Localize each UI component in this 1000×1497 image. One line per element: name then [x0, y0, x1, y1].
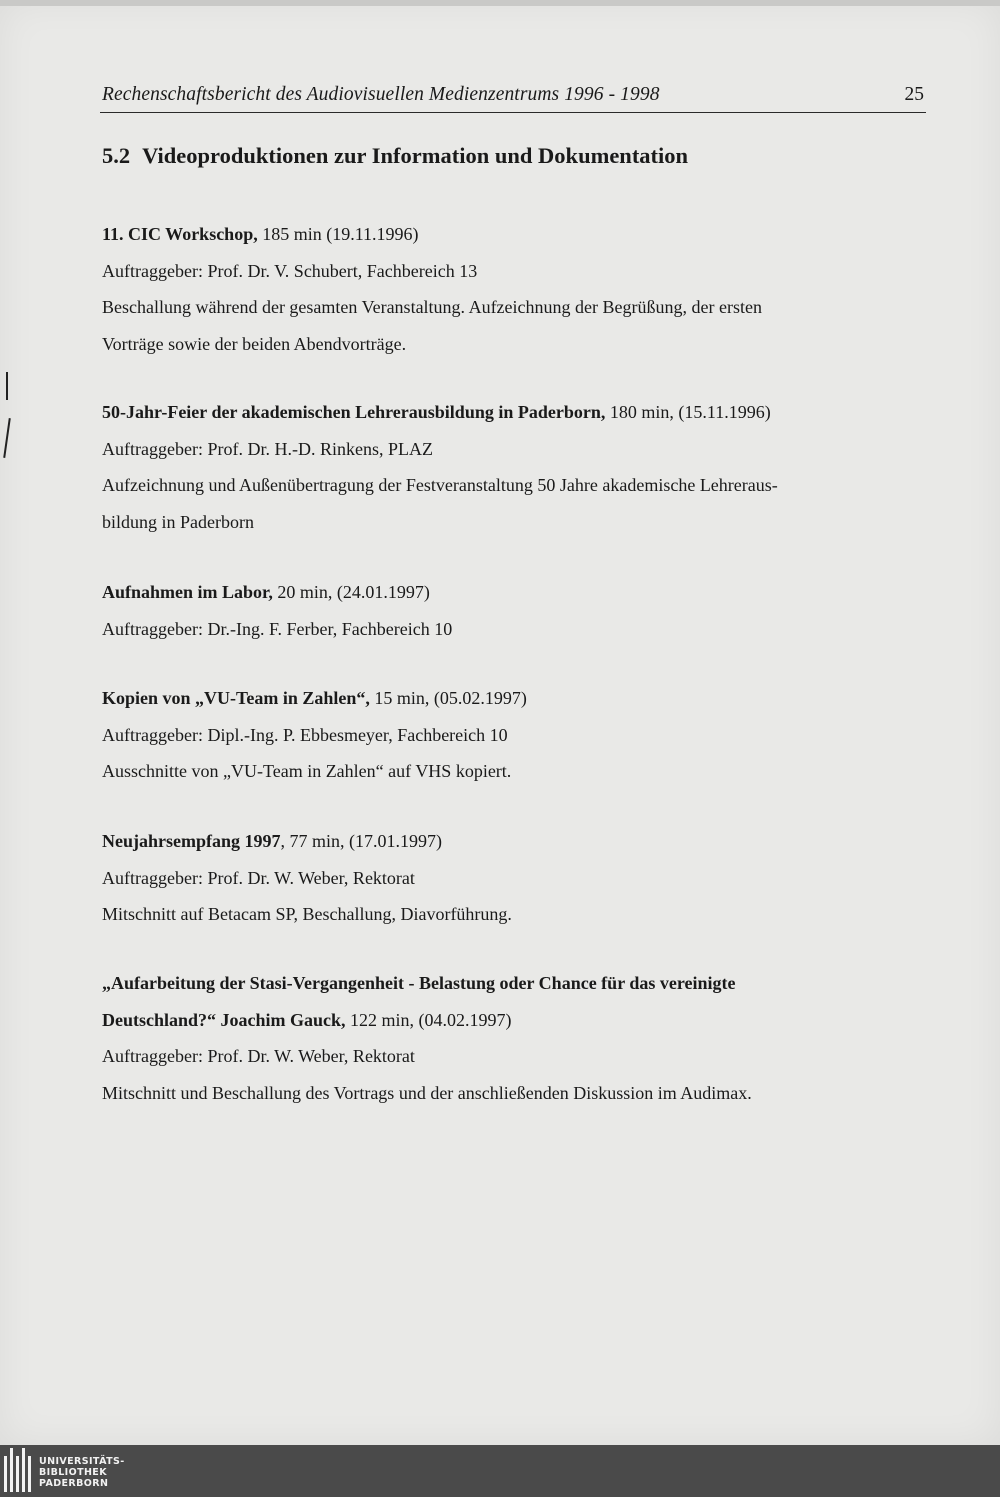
production-entry [102, 965, 892, 1111]
margin-mark [3, 418, 11, 458]
library-footer [0, 1445, 1000, 1497]
entry-title: 50-Jahr-Feier der akademischen Lehrerausbildung in Paderborn, [102, 402, 606, 422]
entry-details: 180 min, (15.11.1996) [605, 402, 771, 422]
entry-title: Kopien von „VU-Team in Zahlen“, [102, 688, 370, 708]
entry-title: Neujahrsempfang 1997 [102, 831, 281, 851]
entry-client: Auftraggeber: Prof. Dr. V. Schubert, Fachbereich 13 [102, 260, 478, 281]
margin-mark [6, 372, 8, 400]
entry-description-line: Vorträge sowie der beiden Abendvorträge. [102, 333, 407, 354]
section-title: Videoproduktionen zur Information und Dokumentation [142, 143, 689, 168]
entry-heading [102, 823, 892, 860]
entry-details: 185 min (19.11.1996) [257, 224, 419, 244]
entry-description-line: Aufzeichnung und Außenübertragung der Festveranstaltung 50 Jahre akademische Lehreraus- [102, 475, 778, 495]
entry-title: „Aufarbeitung der Stasi-Vergangenheit - Belastung oder Chance für das vereinigte [102, 973, 736, 993]
entry-heading [102, 1002, 892, 1039]
logo-line: PADERBORN [39, 1478, 109, 1489]
library-logo [4, 1448, 125, 1492]
entry-title: Deutschland?“ Joachim Gauck, [102, 1009, 346, 1030]
section-number: 5.2 [102, 143, 131, 168]
logo-bars-icon [4, 1448, 31, 1492]
entry-heading-line [102, 965, 892, 1002]
production-entry [102, 394, 892, 540]
entry-heading [102, 680, 892, 717]
entry-title: Aufnahmen im Labor, [102, 582, 273, 602]
entry-title: 11. CIC Workschop, [102, 224, 258, 244]
production-entry [102, 680, 892, 790]
entry-description-line: Ausschnitte von „VU-Team in Zahlen“ auf VHS kopiert. [102, 761, 512, 781]
section-heading [102, 143, 688, 169]
production-entry [102, 216, 892, 362]
entry-client: Auftraggeber: Prof. Dr. W. Weber, Rektorat [102, 867, 415, 888]
page-edge [0, 0, 1000, 6]
entry-heading [102, 394, 892, 431]
entry-details: 20 min, (24.01.1997) [272, 582, 430, 602]
entry-details: , 77 min, (17.01.1997) [280, 831, 442, 851]
production-entry [102, 823, 892, 933]
entry-description-line: bildung in Paderborn [102, 511, 254, 532]
entry-heading [102, 574, 892, 611]
entry-client: Auftraggeber: Dipl.-Ing. P. Ebbesmeyer, Fachbereich 10 [102, 724, 508, 745]
production-entry [102, 574, 892, 647]
entry-details: 15 min, (05.02.1997) [369, 688, 527, 708]
entry-description-line: Beschallung während der gesamten Veranstaltung. Aufzeichnung der Begrüßung, der ersten [102, 297, 762, 317]
entry-client: Auftraggeber: Dr.-Ing. F. Ferber, Fachbereich 10 [102, 618, 453, 639]
entry-heading [102, 216, 892, 253]
entry-description-line: Mitschnitt und Beschallung des Vortrags und der anschließenden Diskussion im Audimax. [102, 1082, 752, 1103]
logo-line: UNIVERSITÄTS- [39, 1456, 125, 1467]
logo-text [39, 1456, 125, 1489]
entry-details: 122 min, (04.02.1997) [345, 1009, 512, 1030]
entry-description-line: Mitschnitt auf Betacam SP, Beschallung, Diavorführung. [102, 904, 512, 924]
entry-client: Auftraggeber: Prof. Dr. W. Weber, Rektorat [102, 1046, 415, 1066]
logo-line: BIBLIOTHEK [39, 1467, 107, 1478]
entry-client: Auftraggeber: Prof. Dr. H.-D. Rinkens, PLAZ [102, 438, 433, 459]
running-header [100, 84, 926, 113]
header-title: Rechenschaftsbericht des Audiovisuellen Medienzentrums 1996 - 1998 [102, 84, 660, 105]
page-number: 25 [904, 84, 924, 105]
